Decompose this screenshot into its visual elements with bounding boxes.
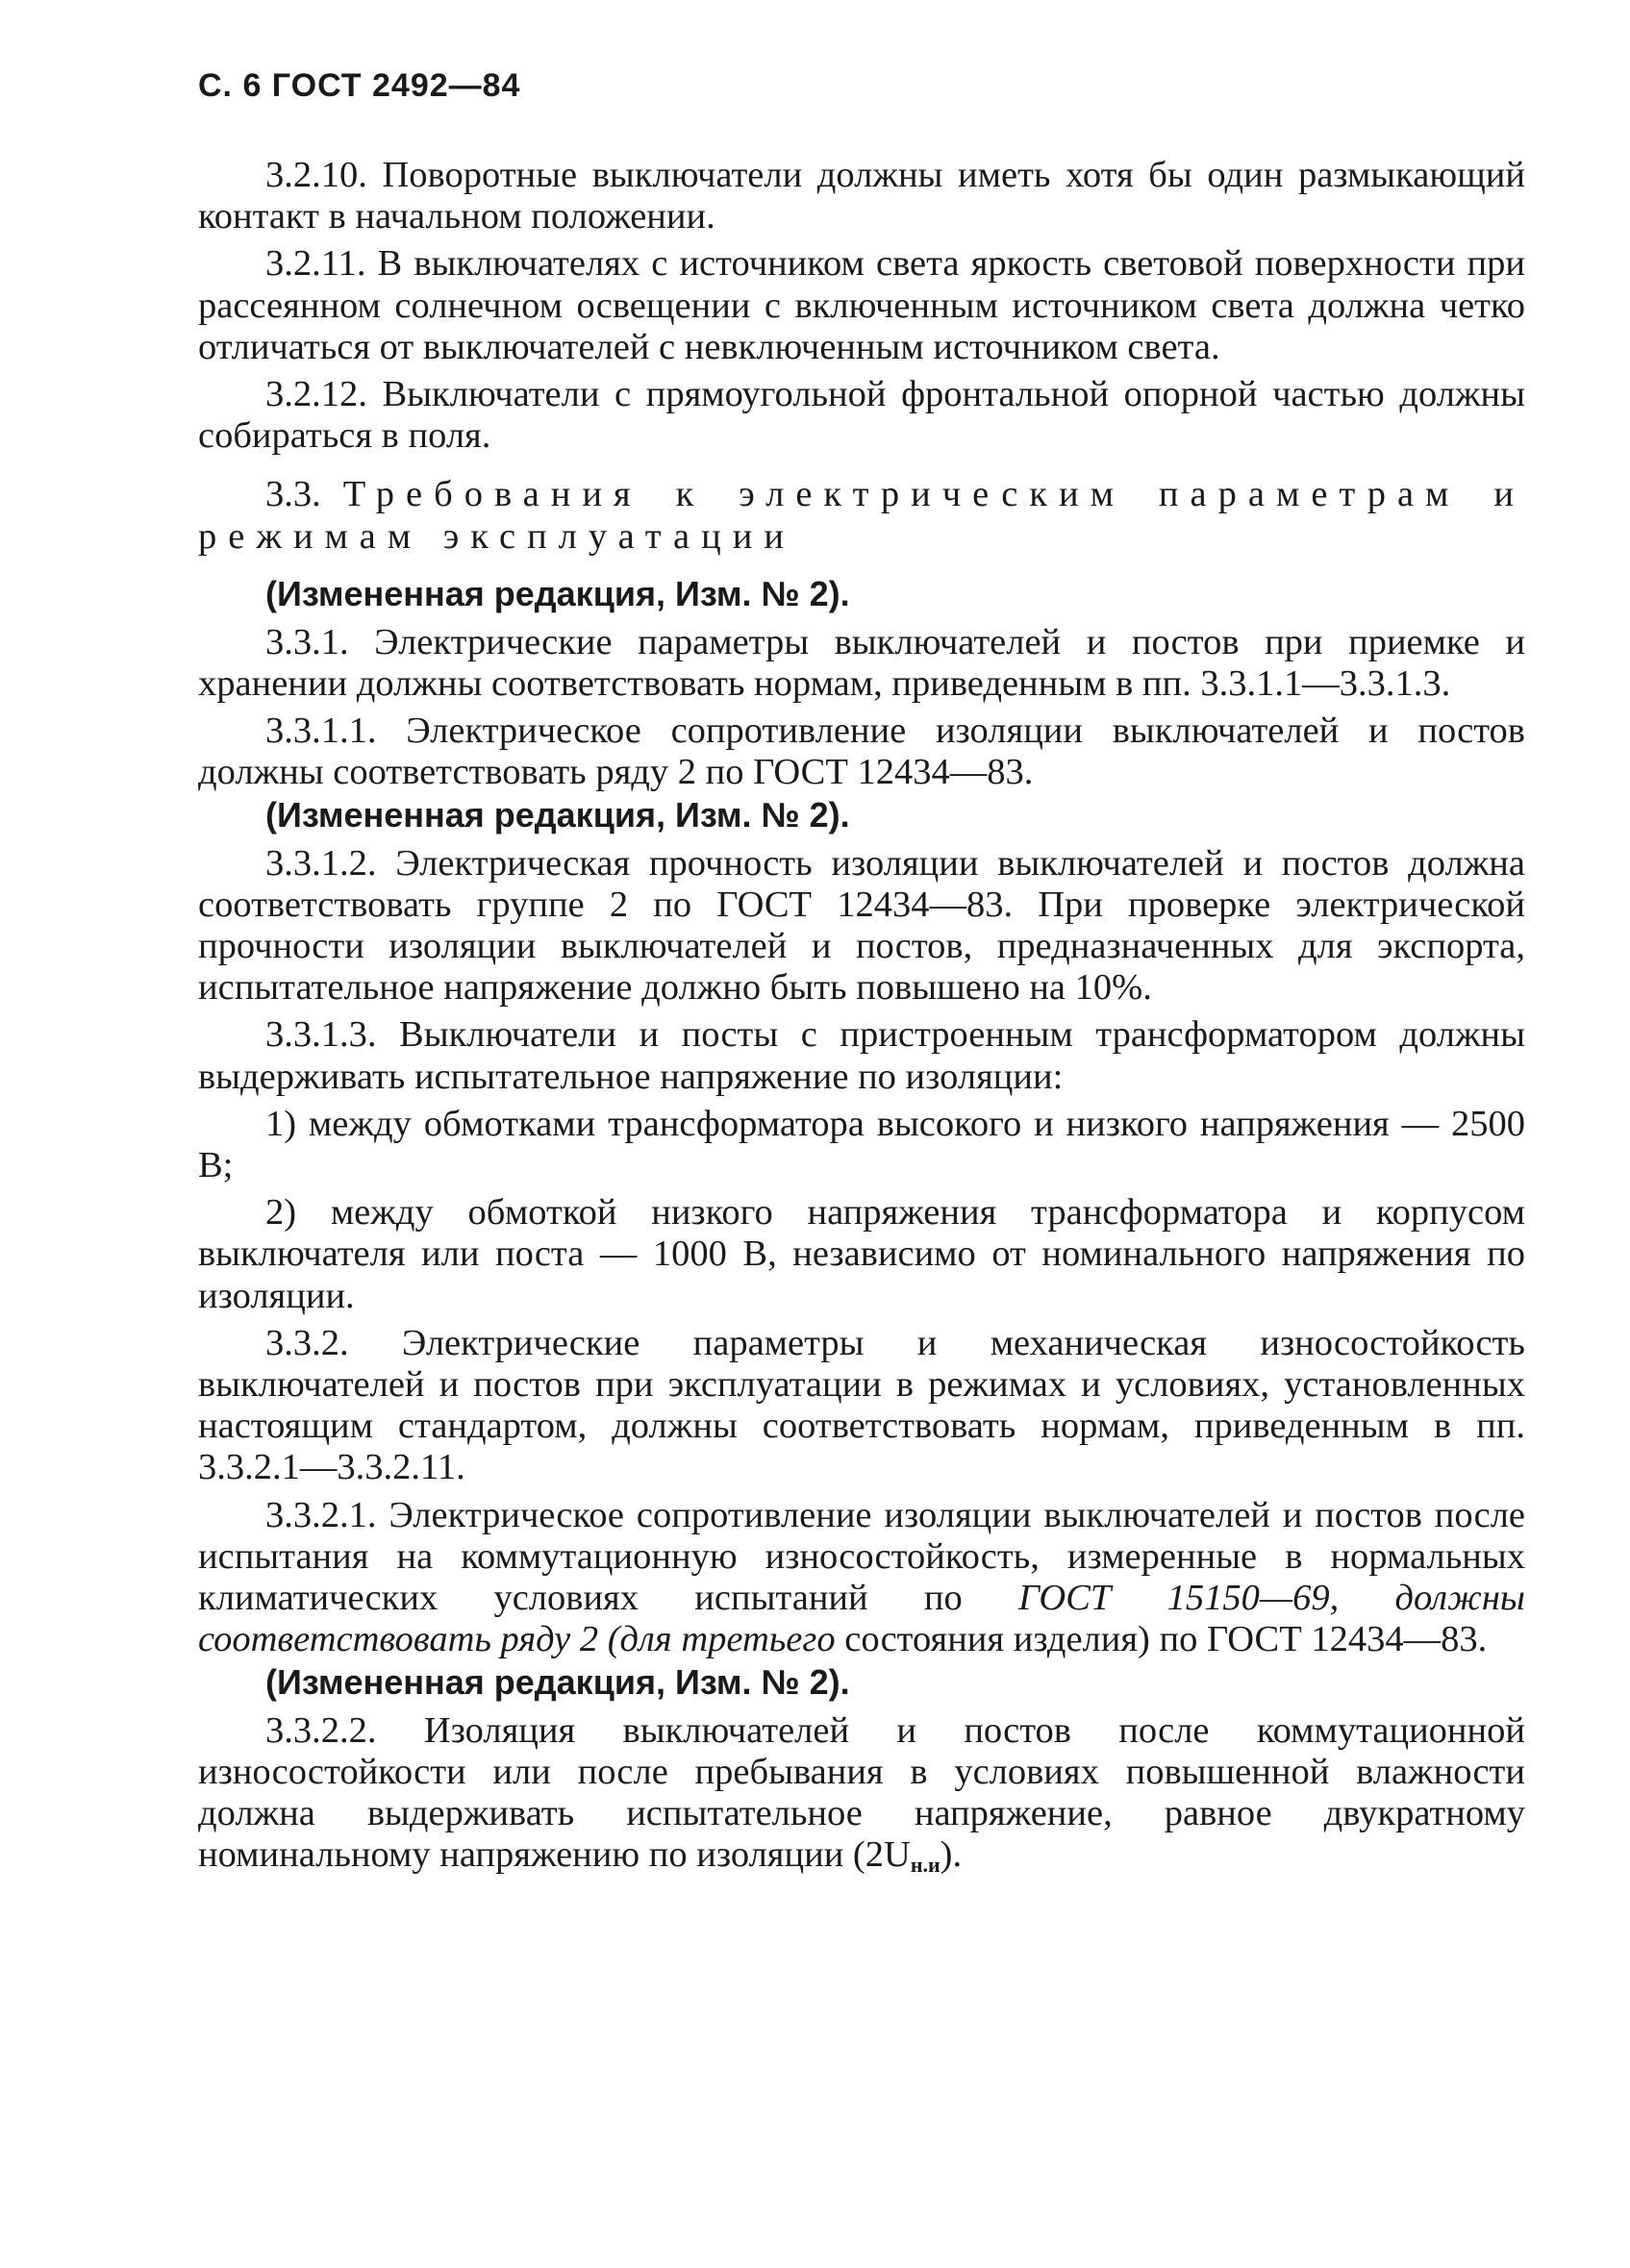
list-item-2: 2) между обмоткой низкого напряжения трансформатора и корпусом выключателя или поста — 1000 В, независимо от номинального напряжения по изоляции.: [198, 1192, 1525, 1316]
paragraph-3-3-2-1-part-b: ГОСТ 15150—69, должны соответствовать ряду 2 (для третьего: [198, 1578, 1526, 1660]
section-3-3-title: [198, 474, 1525, 557]
list-item-1: 1) между обмотками трансформатора высокого и низкого напряжения — 2500 В;: [198, 1103, 1525, 1186]
document-page: [198, 67, 1525, 1891]
paragraph-3-3-2-2: [198, 1710, 1525, 1886]
paragraph-3-3-1-2: 3.3.1.2. Электрическая прочность изоляции выключателей и постов должна соответствовать группе 2 по ГОСТ 12434—83. При проверке электрической прочности изоляции выключателей и постов, предназначенных для экспорта, испытательное напряжение должно быть повышено на 10%.: [198, 842, 1525, 1009]
paragraph-3-2-12: 3.2.12. Выключатели с прямоугольной фронтальной опорной частью должны собираться в поля.: [198, 374, 1525, 457]
paragraph-3-3-1-1: 3.3.1.1. Электрическое сопротивление изоляции выключателей и постов должны соответствовать ряду 2 по ГОСТ 12434—83.: [198, 710, 1525, 793]
section-3-3-number: 3.3.: [265, 474, 321, 515]
paragraph-3-2-10: 3.2.10. Поворотные выключатели должны иметь хотя бы один размыкающий контакт в начальном положении.: [198, 155, 1525, 237]
section-3-3-heading: Требования к электрическим параметрам и режимам эксплуатации: [198, 474, 1525, 557]
edit-note-3: (Измененная редакция, Изм. № 2).: [265, 1661, 850, 1702]
paragraph-3-3-2-2-text: 3.3.2.2. Изоляция выключателей и постов после коммутационной износостойкости или после пребывания в условиях повышенной влажности должна выдерживать испытательное напряжение, равное двукратному номинальному напряжению по изоляции (2U: [198, 1709, 1525, 1876]
edit-note-1: (Измененная редакция, Изм. № 2).: [265, 573, 850, 613]
paragraph-3-2-11: 3.2.11. В выключателях с источником света яркость световой поверхности при рассеянном солнечном освещении с включенным источником света должна четко отличаться от выключателей с невключенным источником света.: [198, 243, 1525, 367]
paragraph-3-3-2-1: [198, 1495, 1525, 1661]
page-header: С. 6 ГОСТ 2492—84: [198, 67, 521, 104]
paragraph-3-3-1-3: 3.3.1.3. Выключатели и посты с пристроенным трансформатором должны выдерживать испытательное напряжение по изоляции:: [198, 1014, 1525, 1097]
paragraph-3-3-2-1-part-c: состояния изделия) по ГОСТ 12434—83.: [835, 1619, 1488, 1660]
paragraph-3-3-2: 3.3.2. Электрические параметры и механическая износостойкость выключателей и постов при эксплуатации в режимах и условиях, установленных настоящим стандартом, должны соответствовать нормам, приведенным в пп. 3.3.2.1—3.3.2.11.: [198, 1322, 1525, 1488]
edit-note-2: (Измененная редакция, Изм. № 2).: [265, 794, 850, 835]
paragraph-3-3-2-1-part-a: 3.3.2.1. Электрическое сопротивление изоляции выключателей и постов после испытания на коммутационную износостойкость, измеренные в нормальных климатических условиях испытаний по: [198, 1494, 1525, 1619]
subscript-nominal: н.и: [910, 1853, 940, 1878]
paragraph-3-3-1: 3.3.1. Электрические параметры выключателей и постов при приемке и хранении должны соответствовать нормам, приведенным в пп. 3.3.1.1—3.3.1.3.: [198, 621, 1525, 705]
paragraph-3-3-2-2-end: ).: [940, 1834, 963, 1876]
